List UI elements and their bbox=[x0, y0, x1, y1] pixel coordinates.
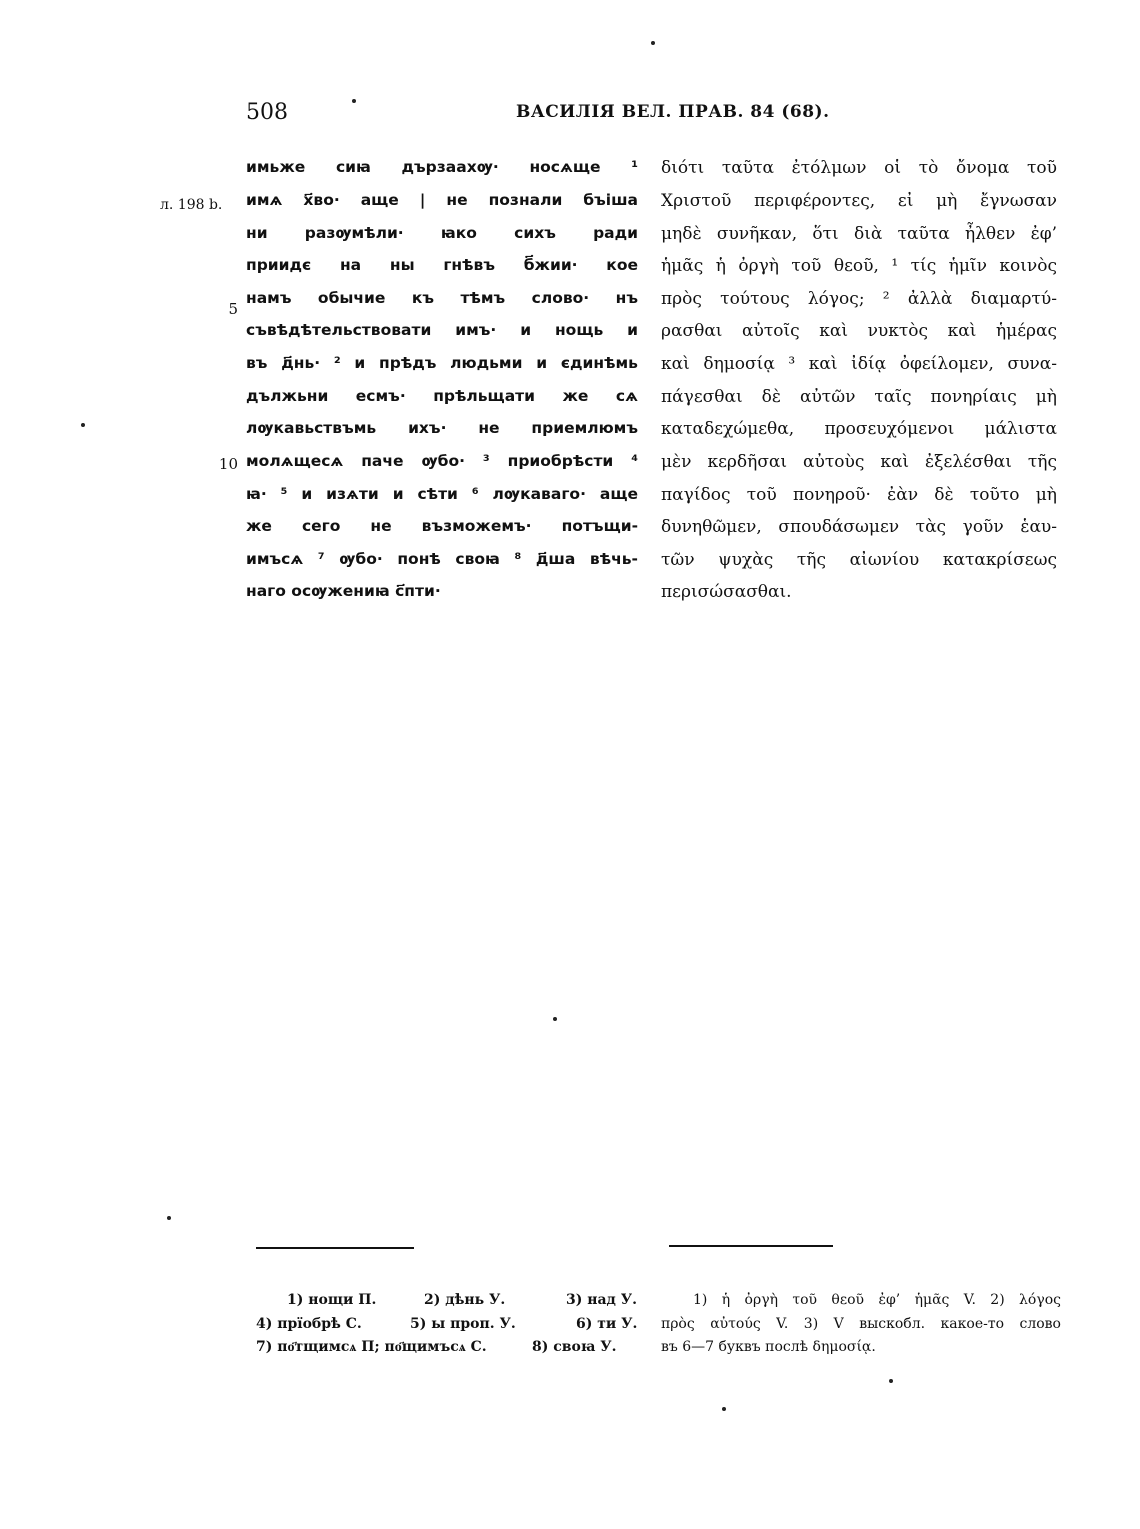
paper-speck bbox=[553, 1017, 557, 1021]
paper-speck bbox=[722, 1407, 726, 1411]
slavonic-line: лѹкавьствъмь ихъ· не приемлюмъ bbox=[246, 419, 638, 437]
footnote: 6) ти У. bbox=[576, 1316, 638, 1332]
greek-line: Χριστοῦ περιφέροντες, εἰ μὴ ἔγνωσαν bbox=[661, 191, 1057, 211]
paper-speck bbox=[651, 41, 655, 45]
greek-line: μὲν κερδῆσαι αὐτοὺς καὶ ἐξελέσθαι τῆς bbox=[661, 452, 1057, 472]
slavonic-line: съвѣдѣтельствовати имъ· и нощь и bbox=[246, 321, 638, 339]
greek-text-column bbox=[661, 158, 1057, 608]
greek-line: περισώσασθαι. bbox=[661, 582, 792, 602]
greek-line: πάγεσθαι δὲ αὐτῶν ταῖς πονηρίαις μὴ bbox=[661, 387, 1057, 407]
slavonic-line: дължьни есмъ· прѣльщати же сѧ bbox=[246, 387, 638, 405]
page-number: 508 bbox=[246, 100, 288, 125]
slavonic-line: имѧ х҃во· аще | не познали бъіша bbox=[246, 191, 638, 209]
greek-line: ρασθαι αὐτοῖς καὶ νυκτὸς καὶ ἡμέρας bbox=[661, 321, 1057, 341]
footnote-rule-right bbox=[669, 1245, 833, 1247]
greek-line: τῶν ψυχὰς τῆς αἰωνίου κατακρίσεως bbox=[661, 550, 1057, 570]
paper-speck bbox=[889, 1379, 893, 1383]
slavonic-line: молѧщесѧ паче ѹбо· ³ приобрѣсти ⁴ bbox=[246, 452, 638, 470]
running-title: ВАСИЛІЯ ВЕЛ. ПРАВ. 84 (68). bbox=[516, 102, 830, 122]
slavonic-line: имьже сиꙗ дързаахѹ· носѧще ¹ bbox=[246, 158, 638, 176]
footnote: 5) ы проп. У. bbox=[410, 1316, 516, 1332]
footnote: 2) дѣнь У. bbox=[424, 1292, 506, 1308]
greek-line: ἡμᾶς ἡ ὀργὴ τοῦ θεοῦ, ¹ τίς ἡμῖν κοινὸς bbox=[661, 256, 1057, 276]
paper-speck bbox=[167, 1216, 171, 1220]
footnote: 7) по҃тщимсѧ П; по҃щимъсѧ С. bbox=[256, 1339, 487, 1355]
footnote: 8) своꙗ У. bbox=[532, 1339, 617, 1355]
slavonic-line: наго осѹжениꙗ с҃пти· bbox=[246, 582, 441, 600]
greek-footnotes bbox=[661, 1292, 1061, 1362]
line-number-5: 5 bbox=[228, 300, 238, 318]
footnote: 3) над У. bbox=[566, 1292, 637, 1308]
slavonic-line: въ д҃нь· ² и прѣдъ людьми и єдинѣмь bbox=[246, 354, 638, 372]
footnote: въ 6—7 буквъ послѣ δημοσίᾳ. bbox=[661, 1339, 876, 1355]
slavonic-line: ꙗ· ⁵ и изѧти и сѣти ⁶ лѹкаваго· аще bbox=[246, 485, 638, 503]
slavonic-line: имъсѧ ⁷ ѹбо· понѣ своꙗ ⁸ д҃ша вѣчь- bbox=[246, 550, 638, 568]
leaf-reference: л. 198 b. bbox=[160, 197, 223, 213]
greek-line: μηδὲ συνῆκαν, ὅτι διὰ ταῦτα ἦλθεν ἐφ’ bbox=[661, 224, 1057, 244]
greek-line: δυνηθῶμεν, σπουδάσωμεν τὰς γοῦν ἑαυ- bbox=[661, 517, 1057, 537]
paper-speck bbox=[352, 99, 356, 103]
slavonic-line: приидє на ны гнѣвъ б҃жии· кое bbox=[246, 256, 638, 274]
slavonic-line: же сего не възможемъ· потъщи- bbox=[246, 517, 638, 535]
greek-line: καταδεχώμεθα, προσευχόμενοι μάλιστα bbox=[661, 419, 1057, 439]
paper-speck bbox=[81, 423, 85, 427]
slavonic-line: намъ обычие къ тѣмъ слово· нъ bbox=[246, 289, 638, 307]
footnote: πρὸς αὐτούς V. 3) V выскобл. какое-то слово bbox=[661, 1316, 1061, 1332]
footnote: 1) ἡ ὀργὴ τοῦ θεοῦ ἐφ’ ἡμᾶς V. 2) λόγος bbox=[693, 1292, 1061, 1308]
slavonic-text-column bbox=[246, 158, 638, 608]
greek-line: πρὸς τούτους λόγος; ² ἀλλὰ διαμαρτύ- bbox=[661, 289, 1057, 309]
greek-line: καὶ δημοσίᾳ ³ καὶ ἰδίᾳ ὀφείλομεν, συνα- bbox=[661, 354, 1057, 374]
slavonic-line: ни разѹмѣли· ꙗко сихъ ради bbox=[246, 224, 638, 242]
footnote: 1) нощи П. bbox=[287, 1292, 377, 1308]
greek-line: παγίδος τοῦ πονηροῦ· ἐὰν δὲ τοῦτο μὴ bbox=[661, 485, 1057, 505]
footnote: 4) прїобрѣ С. bbox=[256, 1316, 362, 1332]
line-number-10: 10 bbox=[218, 455, 238, 473]
footnote-rule-left bbox=[256, 1247, 414, 1249]
greek-line: διότι ταῦτα ἐτόλμων οἱ τὸ ὄνομα τοῦ bbox=[661, 158, 1057, 178]
slavonic-footnotes bbox=[246, 1292, 646, 1362]
